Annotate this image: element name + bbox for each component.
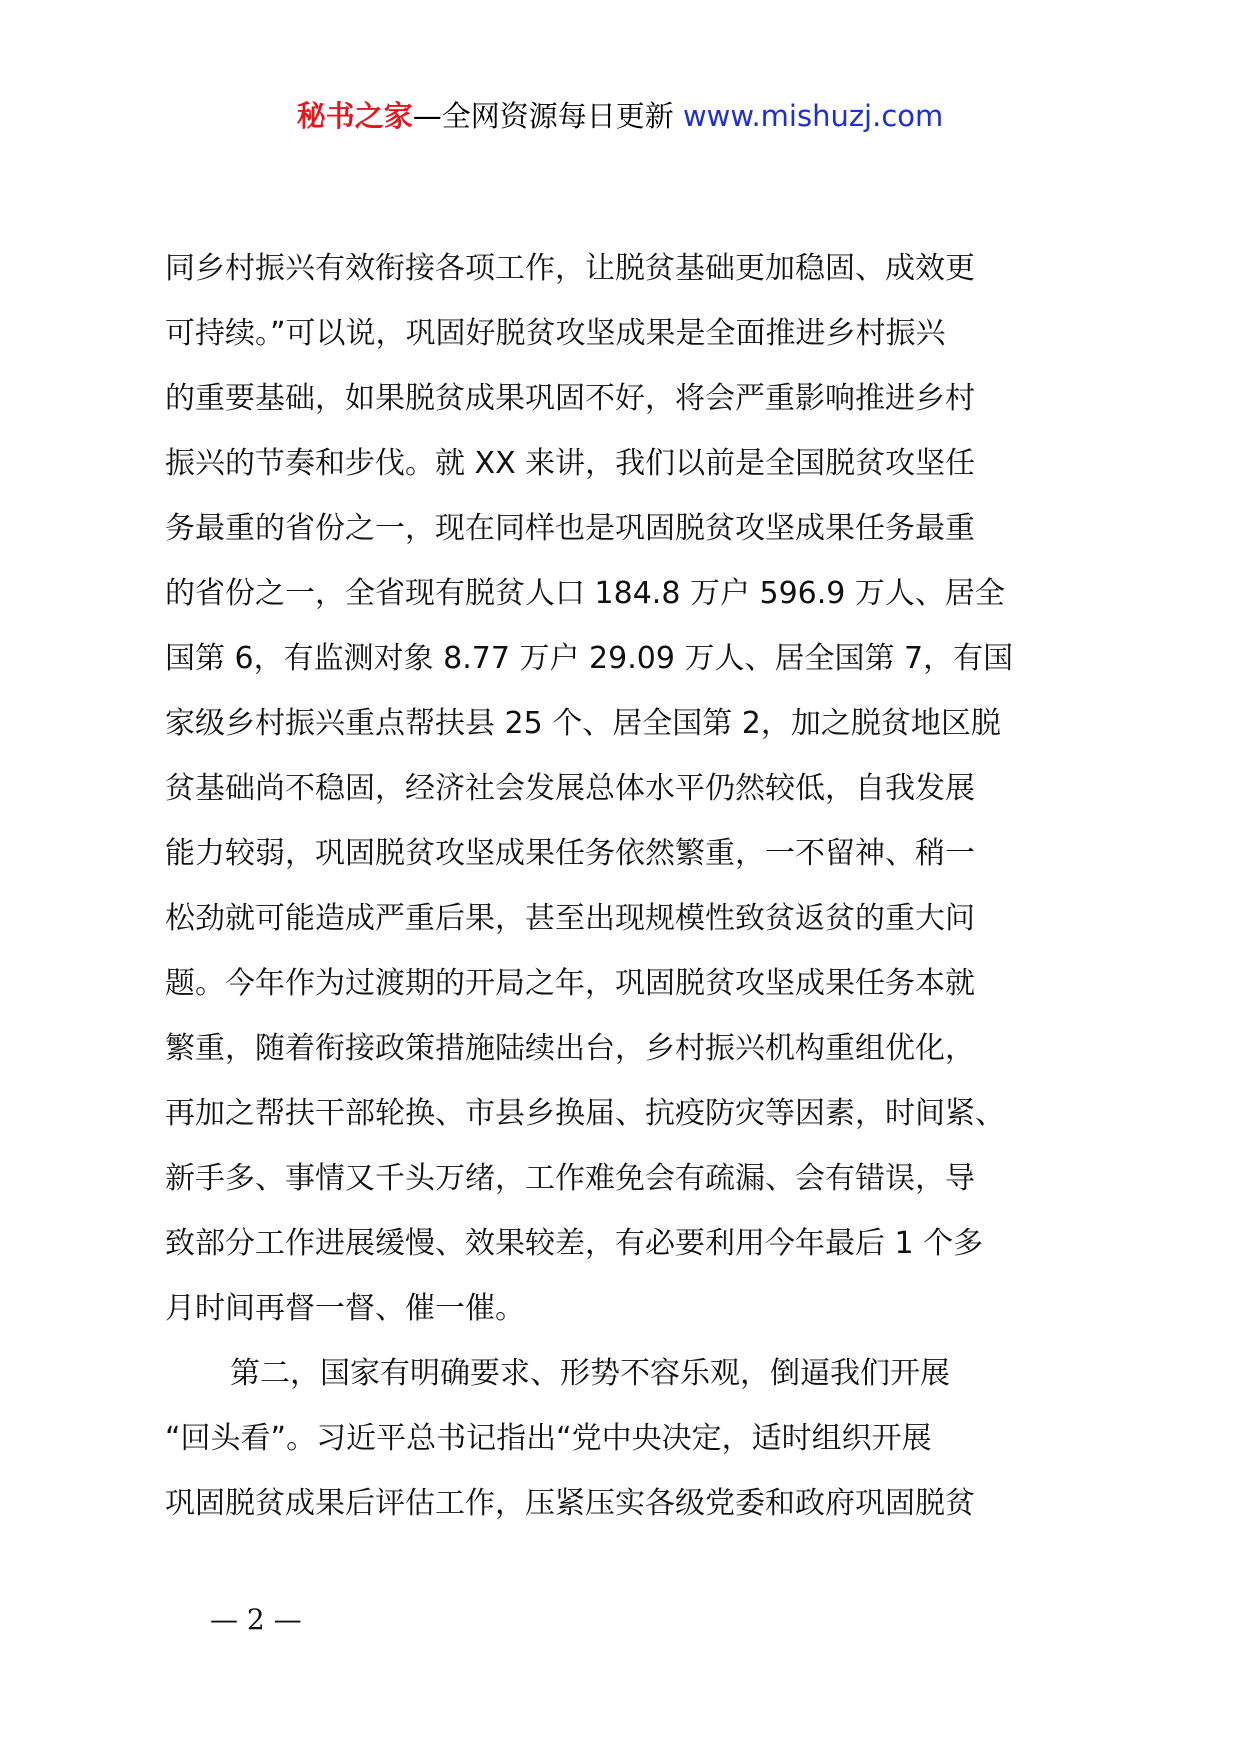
text-line: 能力较弱，巩固脱贫攻坚成果任务依然繁重，一不留神、稍一: [165, 836, 975, 871]
paragraph-1: [165, 236, 1095, 1341]
site-header: [0, 96, 1240, 136]
text-line: 繁重，随着衔接政策措施陆续出台，乡村振兴机构重组优化，: [165, 1031, 975, 1066]
text-line: 的重要基础，如果脱贫成果巩固不好，将会严重影响推进乡村: [165, 381, 975, 416]
document-body: [165, 236, 1095, 1536]
text-line: 致部分工作进展缓慢、效果较差，有必要利用今年最后 1 个多: [165, 1226, 984, 1261]
text-line: 新手多、事情又千头万绪，工作难免会有疏漏、会有错误，导: [165, 1161, 975, 1196]
text-line: 务最重的省份之一，现在同样也是巩固脱贫攻坚成果任务最重: [165, 511, 975, 546]
site-url-link[interactable]: www.mishuzj.com: [682, 99, 944, 133]
text-line: 家级乡村振兴重点帮扶县 25 个、居全国第 2，加之脱贫地区脱: [165, 706, 1001, 741]
text-line: 国第 6，有监测对象 8.77 万户 29.09 万人、居全国第 7，有国: [165, 641, 1014, 676]
text-line: 松劲就可能造成严重后果，甚至出现规模性致贫返贫的重大问: [165, 901, 975, 936]
brand-name: 秘书之家: [296, 99, 413, 133]
text-line: 同乡村振兴有效衔接各项工作，让脱贫基础更加稳固、成效更: [165, 251, 975, 286]
page-number: — 2 —: [210, 1603, 302, 1636]
text-line: 的省份之一，全省现有脱贫人口 184.8 万户 596.9 万人、居全: [165, 576, 1005, 611]
text-line: 题。今年作为过渡期的开局之年，巩固脱贫攻坚成果任务本就: [165, 966, 975, 1001]
text-line: 巩固脱贫成果后评估工作，压紧压实各级党委和政府巩固脱贫: [165, 1486, 975, 1521]
text-line: 月时间再督一督、催一催。: [165, 1291, 525, 1326]
text-line: 再加之帮扶干部轮换、市县乡换届、抗疫防灾等因素，时间紧、: [165, 1096, 1005, 1131]
text-line: “回头看”。习近平总书记指出“党中央决定，适时组织开展: [165, 1421, 932, 1456]
header-tagline: —全网资源每日更新: [412, 99, 674, 133]
text-line: 第二，国家有明确要求、形势不容乐观，倒逼我们开展: [230, 1356, 950, 1391]
paragraph-2: [165, 1341, 1095, 1536]
text-line: 可持续。”可以说，巩固好脱贫攻坚成果是全面推进乡村振兴: [165, 316, 946, 351]
text-line: 振兴的节奏和步伐。就 XX 来讲，我们以前是全国脱贫攻坚任: [165, 446, 976, 481]
text-line: 贫基础尚不稳固，经济社会发展总体水平仍然较低，自我发展: [165, 771, 975, 806]
